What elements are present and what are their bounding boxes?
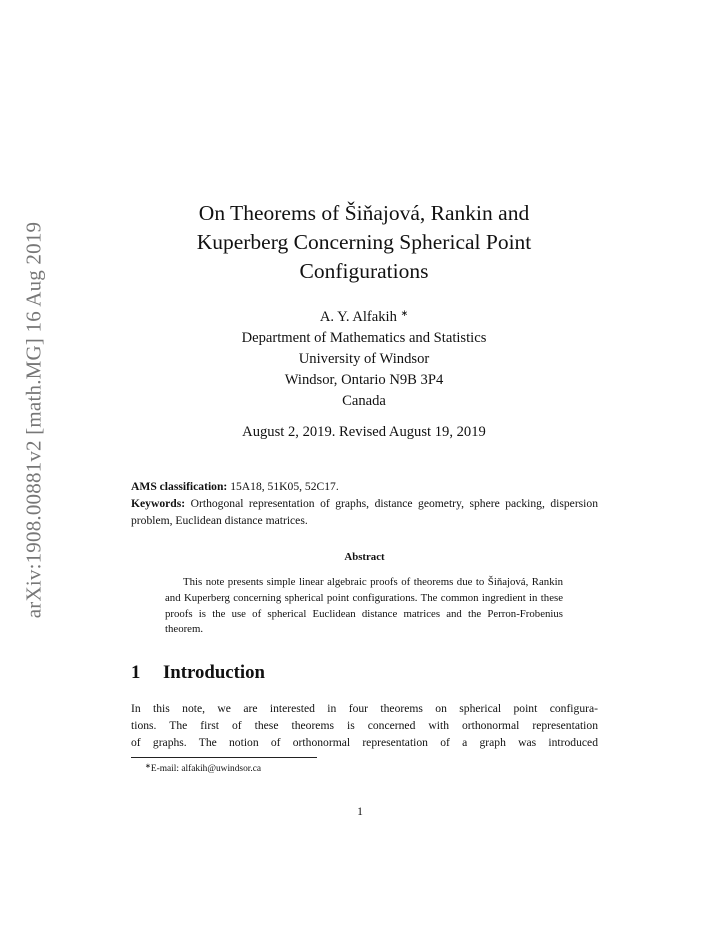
- author-footnote-marker: ∗: [400, 308, 409, 318]
- paper-date: August 2, 2019. Revised August 19, 2019: [242, 424, 486, 440]
- affiliation-line: University of Windsor: [298, 351, 430, 367]
- abstract-body: [165, 575, 563, 638]
- introduction-paragraph: [131, 700, 598, 751]
- footnote-text: E-mail: alfakih@uwindsor.ca: [150, 764, 262, 774]
- keywords-label: Keywords:: [131, 497, 186, 510]
- abstract-text: This note presents simple linear algebraic proofs of theorems due to Šiňajová, Rankin and Kuperberg concerning spherical point configurations. The common ingredient in these proofs is the use of spherical Euclidean distance matrices and the Perron-Frobenius theorem.: [165, 576, 563, 636]
- author-name: A. Y. Alfakih: [319, 309, 397, 325]
- ams-value: 15A18, 51K05, 52C17.: [230, 480, 339, 493]
- title-line: Configurations: [299, 259, 429, 283]
- keywords: [131, 495, 598, 529]
- section-title: Introduction: [163, 662, 265, 683]
- paper-title: [130, 199, 598, 286]
- footnote-marker: ∗: [145, 762, 151, 770]
- title-line: Kuperberg Concerning Spherical Point: [196, 230, 532, 254]
- paragraph-line: of graphs. The notion of orthonormal representation of a graph was introduced: [131, 736, 598, 749]
- affiliation-line: Windsor, Ontario N9B 3P4: [284, 372, 444, 388]
- author-line: [130, 303, 598, 328]
- ams-classification: [131, 478, 598, 495]
- footnote: [145, 762, 261, 774]
- affiliation-line: Canada: [342, 393, 386, 409]
- paragraph-line: In this note, we are interested in four theorems on spherical point configura-: [131, 702, 598, 715]
- affiliation-line: Department of Mathematics and Statistics: [241, 330, 487, 346]
- abstract-heading: Abstract: [344, 551, 385, 563]
- author-block: [130, 303, 598, 412]
- section-heading: [131, 662, 265, 684]
- keywords-value: Orthogonal representation of graphs, distance geometry, sphere packing, dispersion problem, Euclidean distance matrices.: [131, 497, 599, 527]
- paragraph-line: tions. The first of these theorems is concerned with orthonormal representation: [131, 719, 598, 732]
- ams-label: AMS classification:: [131, 480, 228, 493]
- arxiv-identifier-text: arXiv:1908.00881v2 [math.MG] 16 Aug 2019: [21, 221, 46, 619]
- footnote-divider: [131, 757, 317, 758]
- classification-block: [131, 478, 598, 529]
- arxiv-identifier-stamp: [14, 195, 54, 645]
- title-line: On Theorems of Šiňajová, Rankin and: [198, 201, 530, 225]
- page-number: 1: [357, 805, 363, 818]
- section-number: 1: [131, 662, 141, 683]
